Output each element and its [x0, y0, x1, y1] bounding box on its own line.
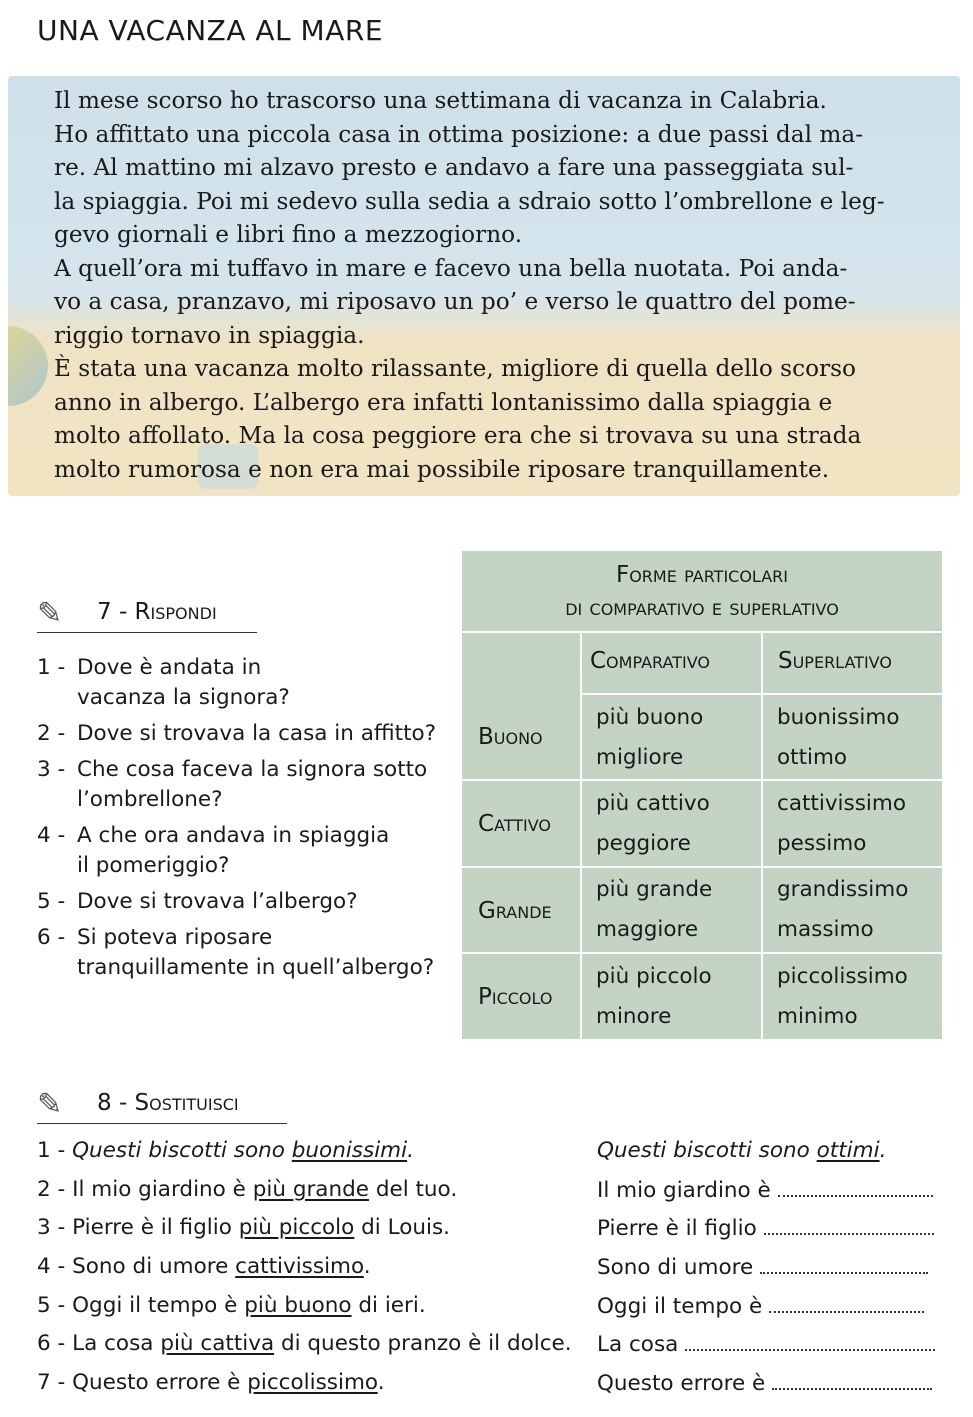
answer-blank[interactable]: [769, 1293, 924, 1313]
exercise-7-questions: [37, 653, 457, 989]
adjective-label: Piccolo: [478, 984, 553, 1010]
divider: [462, 631, 942, 633]
passage-line: Il mese scorso ho trascorso una settimana di vacanza in Calabria.: [54, 87, 827, 114]
passage-line: molto rumorosa e non era mai possibile riposare tranquillamente.: [54, 455, 830, 483]
list-item: 2 - Dove si trovava la casa in affitto?: [37, 721, 437, 746]
exercise-7-heading: ✎ 7 - Rispondi: [37, 596, 257, 633]
list-item: 1 - Questi biscotti sono buonissimi. Questi biscotti sono ottimi.: [37, 1138, 887, 1163]
table-cell: più grande: [596, 877, 713, 902]
column-header-comparativo: Comparativo: [590, 648, 710, 674]
pencil-icon: ✎: [37, 596, 63, 631]
table-cell: maggiore: [596, 917, 699, 942]
table-cell: piccolissimo: [777, 964, 908, 989]
exercise-8-heading: ✎ 8 - Sostituisci: [37, 1087, 287, 1124]
list-item: 4 - A che ora andava in spiaggia il pomeriggio?: [37, 823, 390, 878]
divider: [462, 866, 942, 868]
adjective-label: Grande: [478, 898, 552, 924]
table-cell: ottimo: [777, 745, 848, 770]
list-item: 5 - Dove si trovava l’albergo?: [37, 889, 358, 914]
reading-passage: [54, 84, 930, 486]
answer-blank[interactable]: [772, 1370, 932, 1390]
page-title: UNA VACANZA AL MARE: [37, 14, 384, 47]
beach-ball-illustration: [8, 326, 48, 406]
list-item: 7 - Questo errore è piccolissimo. Questo errore è: [37, 1370, 947, 1409]
divider: [761, 631, 763, 1039]
passage-line: Ho affittato una piccola casa in ottima posizione: a due passi dal ma-: [54, 120, 864, 148]
adjective-label: Cattivo: [478, 811, 552, 837]
table-cell: pessimo: [777, 831, 867, 856]
table-cell: minimo: [777, 1004, 858, 1029]
passage-line: A quell’ora mi tuffavo in mare e facevo una bella nuotata. Poi anda-: [54, 254, 848, 282]
answer-blank[interactable]: [685, 1331, 935, 1351]
grammar-table-title: Forme particolari di comparativo e superlativo: [565, 562, 839, 621]
list-item: 4 - Sono di umore cattivissimo. Sono di umore: [37, 1254, 947, 1293]
table-cell: massimo: [777, 917, 874, 942]
list-item: 3 - Pierre è il figlio più piccolo di Louis. Pierre è il figlio: [37, 1215, 947, 1254]
answer-blank[interactable]: [760, 1254, 928, 1274]
pencil-icon: ✎: [37, 1087, 63, 1122]
table-cell: più cattivo: [596, 791, 710, 816]
divider: [580, 631, 582, 1039]
divider: [462, 952, 942, 954]
adjective-label: Buono: [478, 724, 543, 750]
answer-blank[interactable]: [778, 1177, 933, 1197]
table-cell: più piccolo: [596, 964, 712, 989]
passage-line: È stata una vacanza molto rilassante, migliore di quella dello scorso: [54, 355, 856, 382]
passage-line: gevo giornali e libri fino a mezzogiorno.: [54, 221, 523, 248]
list-item: 3 - Che cosa faceva la signora sotto l’ombrellone?: [37, 757, 428, 812]
list-item: 6 - La cosa più cattiva di questo pranzo è il dolce. La cosa: [37, 1331, 947, 1370]
passage-line: vo a casa, pranzavo, mi riposavo un po’ e verso le quattro del pome-: [54, 288, 856, 315]
column-header-superlativo: Superlativo: [778, 648, 892, 674]
list-item: 6 - Si poteva riposare tranquillamente in quell’albergo?: [37, 925, 435, 980]
table-cell: più buono: [596, 705, 704, 730]
list-item: 2 - Il mio giardino è più grande del tuo. Il mio giardino è: [37, 1177, 947, 1216]
table-cell: peggiore: [596, 831, 691, 856]
table-cell: minore: [596, 1004, 672, 1029]
grammar-table: [462, 551, 942, 1039]
table-cell: migliore: [596, 745, 684, 770]
table-cell: grandissimo: [777, 877, 909, 902]
exercise-8-items: [37, 1138, 947, 1409]
list-item: 5 - Oggi il tempo è più buono di ieri. Oggi il tempo è: [37, 1293, 947, 1332]
passage-line: re. Al mattino mi alzavo presto e andavo a fare una passeggiata sul-: [54, 154, 854, 181]
passage-line: riggio tornavo in spiaggia.: [54, 321, 365, 349]
table-cell: buonissimo: [777, 705, 900, 730]
answer-blank[interactable]: [764, 1215, 934, 1235]
table-cell: cattivissimo: [777, 791, 906, 816]
list-item: 1 - Dove è andata in vacanza la signora?: [37, 655, 290, 710]
divider: [462, 779, 942, 781]
passage-line: la spiaggia. Poi mi sedevo sulla sedia a sdraio sotto l’ombrellone e leg-: [54, 187, 885, 215]
passage-line: molto affollato. Ma la cosa peggiore era che si trovava su una strada: [54, 422, 862, 449]
passage-line: anno in albergo. L’albergo era infatti lontanissimo dalla spiaggia e: [54, 388, 833, 416]
